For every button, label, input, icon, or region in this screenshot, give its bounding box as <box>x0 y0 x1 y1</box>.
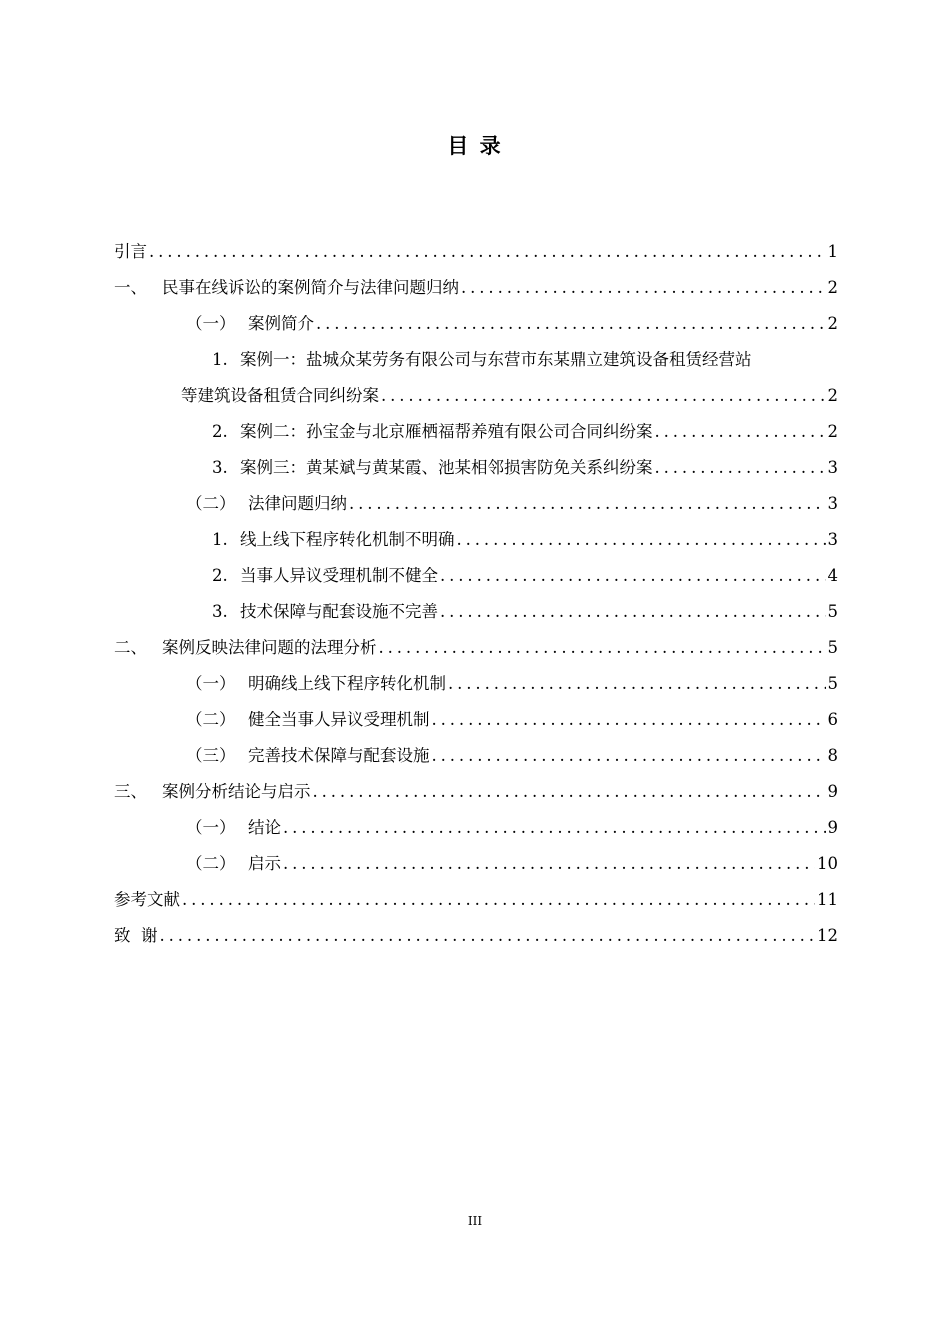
table-of-contents <box>114 226 838 946</box>
toc-page-number: 2 <box>827 422 838 441</box>
toc-entry-subsection[interactable] <box>114 442 838 478</box>
toc-leader <box>461 278 826 298</box>
toc-entry-section[interactable] <box>114 730 838 766</box>
toc-entry-section[interactable] <box>114 694 838 730</box>
toc-entry-chapter-2[interactable] <box>114 622 838 658</box>
toc-entry-intro[interactable] <box>114 226 838 262</box>
toc-entry-text: 法律问题归纳 <box>248 494 347 513</box>
toc-page-number: 5 <box>827 638 838 657</box>
toc-entry-number: （一） <box>186 314 236 333</box>
toc-entry-number: （一） <box>186 674 236 693</box>
toc-entry-subsection[interactable] <box>114 586 838 622</box>
toc-page-number: 2 <box>827 314 838 333</box>
toc-entry-chapter-3[interactable] <box>114 766 838 802</box>
toc-entry-text: 案例一：盐城众某劳务有限公司与东营市东某鼎立建筑设备租赁经营站 <box>240 350 752 369</box>
toc-entry-text: 案例反映法律问题的法理分析 <box>162 638 377 657</box>
toc-entry-number: 三、 <box>114 782 147 801</box>
toc-entry-section[interactable] <box>114 802 838 838</box>
toc-entry-text: 结论 <box>248 818 281 837</box>
toc-entry-number: （一） <box>186 818 236 837</box>
toc-page-number: 2 <box>827 278 838 297</box>
toc-entry-text: 线上线下程序转化机制不明确 <box>240 530 455 549</box>
toc-entry-number: （二） <box>186 710 236 729</box>
toc-leader <box>349 494 826 514</box>
toc-page-number: 1 <box>827 242 838 261</box>
toc-entry-number: 2. <box>212 422 228 441</box>
toc-entry-number: 二、 <box>114 638 147 657</box>
toc-entry-section[interactable] <box>114 658 838 694</box>
toc-entry-number: （二） <box>186 854 236 873</box>
toc-entry-references[interactable] <box>114 874 838 910</box>
toc-entry-number: 一、 <box>114 278 147 297</box>
toc-leader <box>316 314 826 334</box>
toc-page-number: 9 <box>827 782 838 801</box>
toc-page-number: 9 <box>827 818 838 837</box>
toc-entry-number: 3. <box>212 458 228 477</box>
toc-entry-section[interactable] <box>114 838 838 874</box>
toc-page-number: 3 <box>827 458 838 477</box>
toc-entry-text: 致 谢 <box>114 926 158 945</box>
toc-leader <box>381 386 826 406</box>
toc-entry-number: （三） <box>186 746 236 765</box>
toc-entry-text: 案例二：孙宝金与北京雁栖福帮养殖有限公司合同纠纷案 <box>240 422 653 441</box>
toc-entry-subsection[interactable] <box>114 334 838 370</box>
toc-entry-number: 1. <box>212 530 228 549</box>
toc-entry-chapter-1[interactable] <box>114 262 838 298</box>
toc-entry-section[interactable] <box>114 478 838 514</box>
toc-leader <box>182 890 815 910</box>
toc-entry-number: 2. <box>212 566 228 585</box>
toc-entry-text: 案例简介 <box>248 314 314 333</box>
toc-page-number: 6 <box>827 710 838 729</box>
toc-page-number: 4 <box>827 566 838 585</box>
toc-leader <box>448 674 826 694</box>
toc-page-number: 5 <box>827 602 838 621</box>
toc-entry-text: 技术保障与配套设施不完善 <box>240 602 438 621</box>
toc-leader <box>440 566 826 586</box>
toc-entry-text: 明确线上线下程序转化机制 <box>248 674 446 693</box>
toc-leader <box>379 638 826 658</box>
toc-leader <box>655 458 826 478</box>
toc-entry-number: 1. <box>212 350 228 369</box>
toc-entry-subsection[interactable] <box>114 514 838 550</box>
toc-entry-text: 案例分析结论与启示 <box>162 782 311 801</box>
toc-page-number: 11 <box>817 890 838 909</box>
toc-entry-subsection[interactable] <box>114 550 838 586</box>
toc-entry-number: （二） <box>186 494 236 513</box>
toc-page-number: 5 <box>827 674 838 693</box>
toc-entry-text: 引言 <box>114 242 147 261</box>
toc-page-number: 3 <box>827 530 838 549</box>
toc-leader <box>432 710 826 730</box>
toc-title: 目 录 <box>447 133 503 158</box>
toc-entry-text: 等建筑设备租赁合同纠纷案 <box>181 386 379 405</box>
toc-page-number: 12 <box>817 926 838 945</box>
toc-entry-section[interactable] <box>114 298 838 334</box>
toc-leader <box>432 746 826 766</box>
toc-page-number: 10 <box>817 854 838 873</box>
toc-entry-continuation[interactable] <box>114 370 838 406</box>
toc-leader <box>283 854 815 874</box>
toc-entry-text: 当事人异议受理机制不健全 <box>240 566 438 585</box>
toc-entry-number: 3. <box>212 602 228 621</box>
toc-page-number: 8 <box>827 746 838 765</box>
toc-leader <box>457 530 826 550</box>
toc-page-number: 3 <box>827 494 838 513</box>
toc-entry-text: 健全当事人异议受理机制 <box>248 710 430 729</box>
page-number-footer: III <box>467 1214 483 1228</box>
toc-entry-text: 参考文献 <box>114 890 180 909</box>
toc-leader <box>313 782 826 802</box>
toc-page-number: 2 <box>827 386 838 405</box>
toc-entry-subsection[interactable] <box>114 406 838 442</box>
toc-entry-text: 完善技术保障与配套设施 <box>248 746 430 765</box>
toc-entry-acknowledgements[interactable] <box>114 910 838 946</box>
toc-leader <box>283 818 826 838</box>
toc-leader <box>655 422 826 442</box>
toc-leader <box>160 926 816 946</box>
toc-leader <box>149 242 826 262</box>
toc-leader <box>440 602 826 622</box>
toc-entry-text: 民事在线诉讼的案例简介与法律问题归纳 <box>162 278 459 297</box>
toc-entry-text: 案例三：黄某斌与黄某霞、池某相邻损害防免关系纠纷案 <box>240 458 653 477</box>
toc-entry-text: 启示 <box>248 854 281 873</box>
